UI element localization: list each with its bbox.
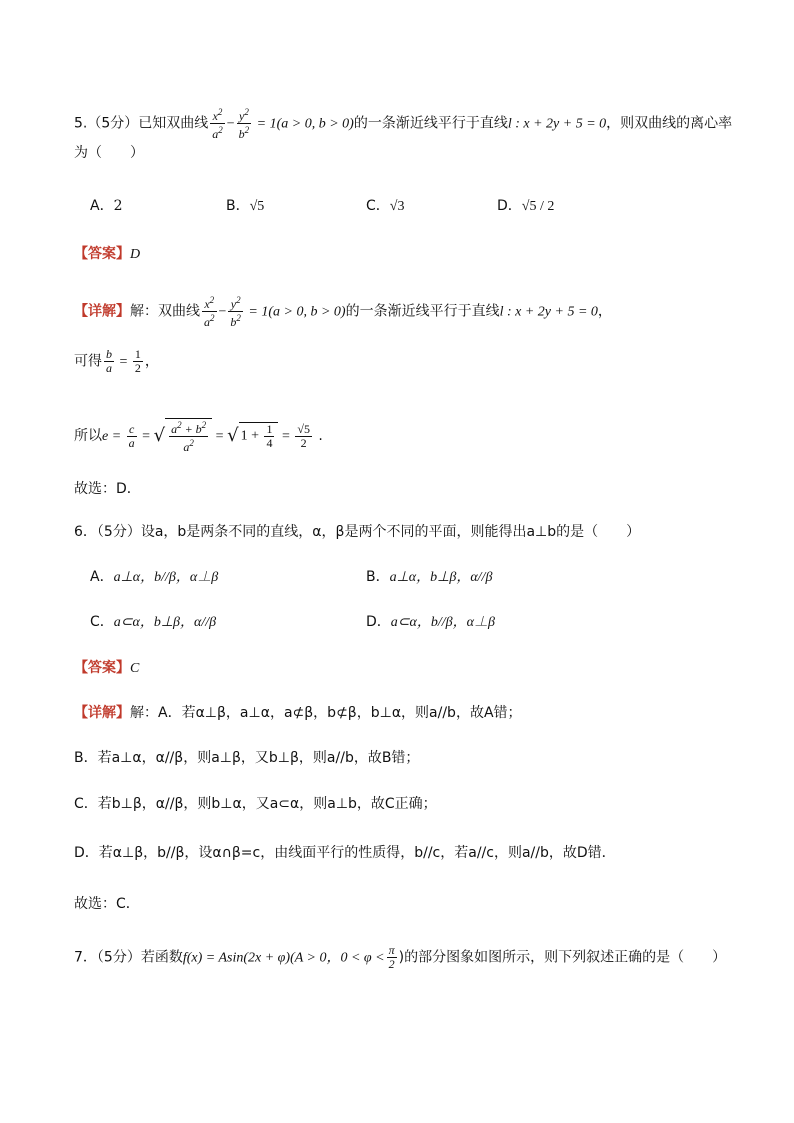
q7-stem: 7．（5分）若函数f(x) = Asin(2x + φ)(A > 0，0 < φ < $\frac{\pi}{2}$ )的部分图象如图所示，则下列叙述正确的是（ ） (74, 943, 727, 971)
sqrt-expression: √ 1 + $\frac{1}{4}$ (227, 422, 278, 450)
q5-line-equation: l : x + 2y + 5 = 0 (507, 116, 607, 132)
detail-tag: 【详解】 (74, 303, 130, 320)
q6-option-b: B．a⊥α，b⊥β，α//β (366, 569, 493, 585)
pi-over-2: $\frac{\pi}{2}$ (388, 943, 395, 971)
q5-detail-line1: 【详解】解：双曲线 $\frac{x^2}{a^2}$ − $\frac{y^2}{b^2}$ = 1(a > 0, b > 0)的一条渐近线平行于直线l : x + 2y + 5 = 0， (74, 295, 612, 329)
q5-answer (74, 244, 140, 265)
answer-tag: 【答案】 (74, 246, 130, 262)
answer-tag: 【答案】 (74, 660, 130, 676)
q5-choose: 故选：D． (74, 481, 141, 497)
hyperbola-condition: = 1(a > 0, b > 0) (253, 116, 354, 132)
q5-option-b: B．√5 (226, 198, 265, 214)
q6-stem: 6．（5分）设a，b是两条不同的直线，α，β是两个不同的平面，则能得出a⊥b的是（ ） (74, 524, 641, 540)
q5-option-d: D．√5 / 2 (497, 198, 555, 214)
q6-detail-line1: 【详解】解：A．若α⊥β，a⊥α，a⊄β，b⊄β，b⊥α，则a//b，故A错； (74, 705, 522, 721)
sqrt-expression: √ $\frac{a^2 + b^2}{a^2}$ (154, 418, 213, 454)
q6-answer (74, 658, 139, 679)
q5-stem-line2: 为（ ） (74, 145, 144, 161)
q6-detail-line3: C．若b⊥β，α//β，则b⊥α，又a⊂α，则a⊥b，故C正确； (74, 796, 437, 812)
one-half: $\frac{1}{2}$ (134, 347, 141, 375)
q6-choose: 故选：C． (74, 896, 140, 912)
q6-option-c: C．a⊂α，b⊥β，α//β (90, 614, 217, 630)
hyperbola-x-term: $\frac{x^2}{a^2}$ (212, 107, 223, 141)
q5-detail-line2: 可得 $\frac{b}{a}$ = $\frac{1}{2}$ ， (74, 347, 159, 375)
q5-option-a: A．2 (90, 198, 123, 214)
hyperbola-x-term: $\frac{x^2}{a^2}$ (204, 295, 215, 329)
q5-option-c: C．√3 (366, 198, 405, 214)
q6-detail-line4: D．若α⊥β，b//β，设α∩β=c，由线面平行的性质得，b//c，若a//c，则a//b，故D错． (74, 845, 616, 861)
q5-stem-line1: 5.（5分）已知双曲线 $\frac{x^2}{a^2}$ − $\frac{y^2}{b^2}$ = 1(a > 0, b > 0)的一条渐近线平行于直线l : x + 2y + 5 = 0，则双曲线的离心率 (74, 107, 733, 141)
q5-stem-mid: 的一条渐近线平行于直线 (353, 115, 508, 132)
q6-option-d: D．a⊂α，b//β，α⊥β (366, 614, 495, 630)
ratio-c-over-a: $\frac{c}{a}$ (128, 421, 135, 450)
q5-stem-prefix: 5.（5分）已知双曲线 (74, 115, 209, 132)
q7-function: f(x) = Asin(2x + φ)(A > 0，0 < φ < (182, 950, 385, 966)
answer-value: C (130, 661, 140, 676)
q5-detail-line3: 所以e = $\frac{c}{a}$ = √ $\frac{a^2 + b^2}{a^2}$ = √ 1 + $\frac{1}{4}$ = $\frac{√5}{2}$ . (74, 420, 323, 454)
detail-tag: 【详解】 (74, 705, 130, 721)
answer-value: D (130, 247, 141, 262)
hyperbola-y-term: $\frac{y^2}{b^2}$ (238, 107, 250, 141)
q6-detail-line2: B．若a⊥α，α//β，则a⊥β，又b⊥β，则a//b，故B错； (74, 750, 420, 766)
hyperbola-y-term: $\frac{y^2}{b^2}$ (230, 295, 241, 329)
ratio-b-over-a: $\frac{b}{a}$ (106, 347, 112, 375)
q6-option-a: A．a⊥α，b//β，α⊥β (90, 569, 219, 585)
q5-stem-suffix: ，则双曲线的离心率 (606, 115, 733, 132)
root5-over-2: $\frac{√5}{2}$ (297, 421, 310, 450)
